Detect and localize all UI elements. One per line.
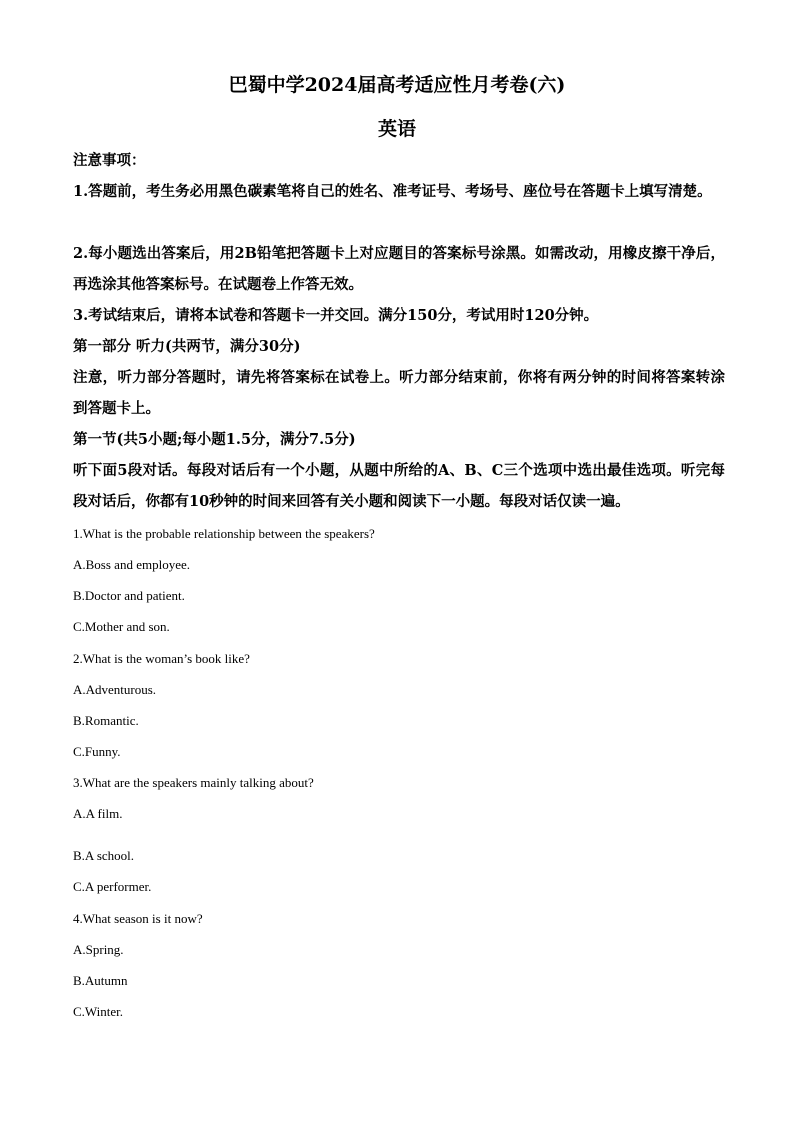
notice-heading: 注意事项： — [73, 152, 146, 169]
question-3-stem: 3.What are the speakers mainly talking about? — [73, 775, 314, 790]
subject-title: 英语 — [377, 118, 416, 140]
notice-item-1: 1.答题前，考生务必用黑色碳素笔将自己的姓名、准考证号、考场号、座位号在答题卡上填写清楚。 — [73, 183, 712, 200]
question-2-option-a: A.Adventurous. — [73, 682, 157, 697]
question-3-option-c: C.A performer. — [73, 879, 152, 894]
question-3-option-a: A.A film. — [73, 806, 123, 821]
question-1-stem: 1.What is the probable relationship between the speakers? — [73, 526, 375, 541]
part1-heading: 第一部分 听力(共两节，满分30分) — [73, 338, 301, 355]
notice-item-3: 3.考试结束后，请将本试卷和答题卡一并交回。满分150分，考试用时120分钟。 — [73, 307, 599, 324]
notice-item-2: 2.每小题选出答案后，用2B铅笔把答题卡上对应题目的答案标号涂黑。如需改动，用橡皮擦干净后，再选涂其他答案标号。在试题卷上作答无效。 — [73, 245, 725, 293]
section1-instructions: 听下面5段对话。每段对话后有一个小题，从题中所给的A、B、C三个选项中选出最佳选项。听完每段对话后，你都有10秒钟的时间来回答有关小题和阅读下一小题。每段对话仅读一遍。 — [73, 462, 725, 510]
question-1-option-b: B.Doctor and patient. — [73, 588, 185, 603]
question-4-stem: 4.What season is it now? — [73, 911, 203, 926]
question-4-option-b: B.Autumn — [73, 973, 128, 988]
section1-heading: 第一节(共5小题;每小题1.5分，满分7.5分) — [73, 431, 356, 448]
question-3-option-b: B.A school. — [73, 848, 135, 863]
exam-title: 巴蜀中学2024届高考适应性月考卷(六) — [228, 74, 566, 96]
question-1-option-a: A.Boss and employee. — [73, 557, 190, 572]
question-1-option-c: C.Mother and son. — [73, 619, 170, 634]
question-2-option-c: C.Funny. — [73, 744, 121, 759]
question-4-option-c: C.Winter. — [73, 1004, 124, 1019]
question-4-option-a: A.Spring. — [73, 942, 124, 957]
question-2-option-b: B.Romantic. — [73, 713, 139, 728]
part1-note: 注意，听力部分答题时，请先将答案标在试卷上。听力部分结束前，你将有两分钟的时间将答案转涂到答题卡上。 — [73, 369, 725, 417]
question-2-stem: 2.What is the woman’s book like? — [73, 651, 250, 666]
